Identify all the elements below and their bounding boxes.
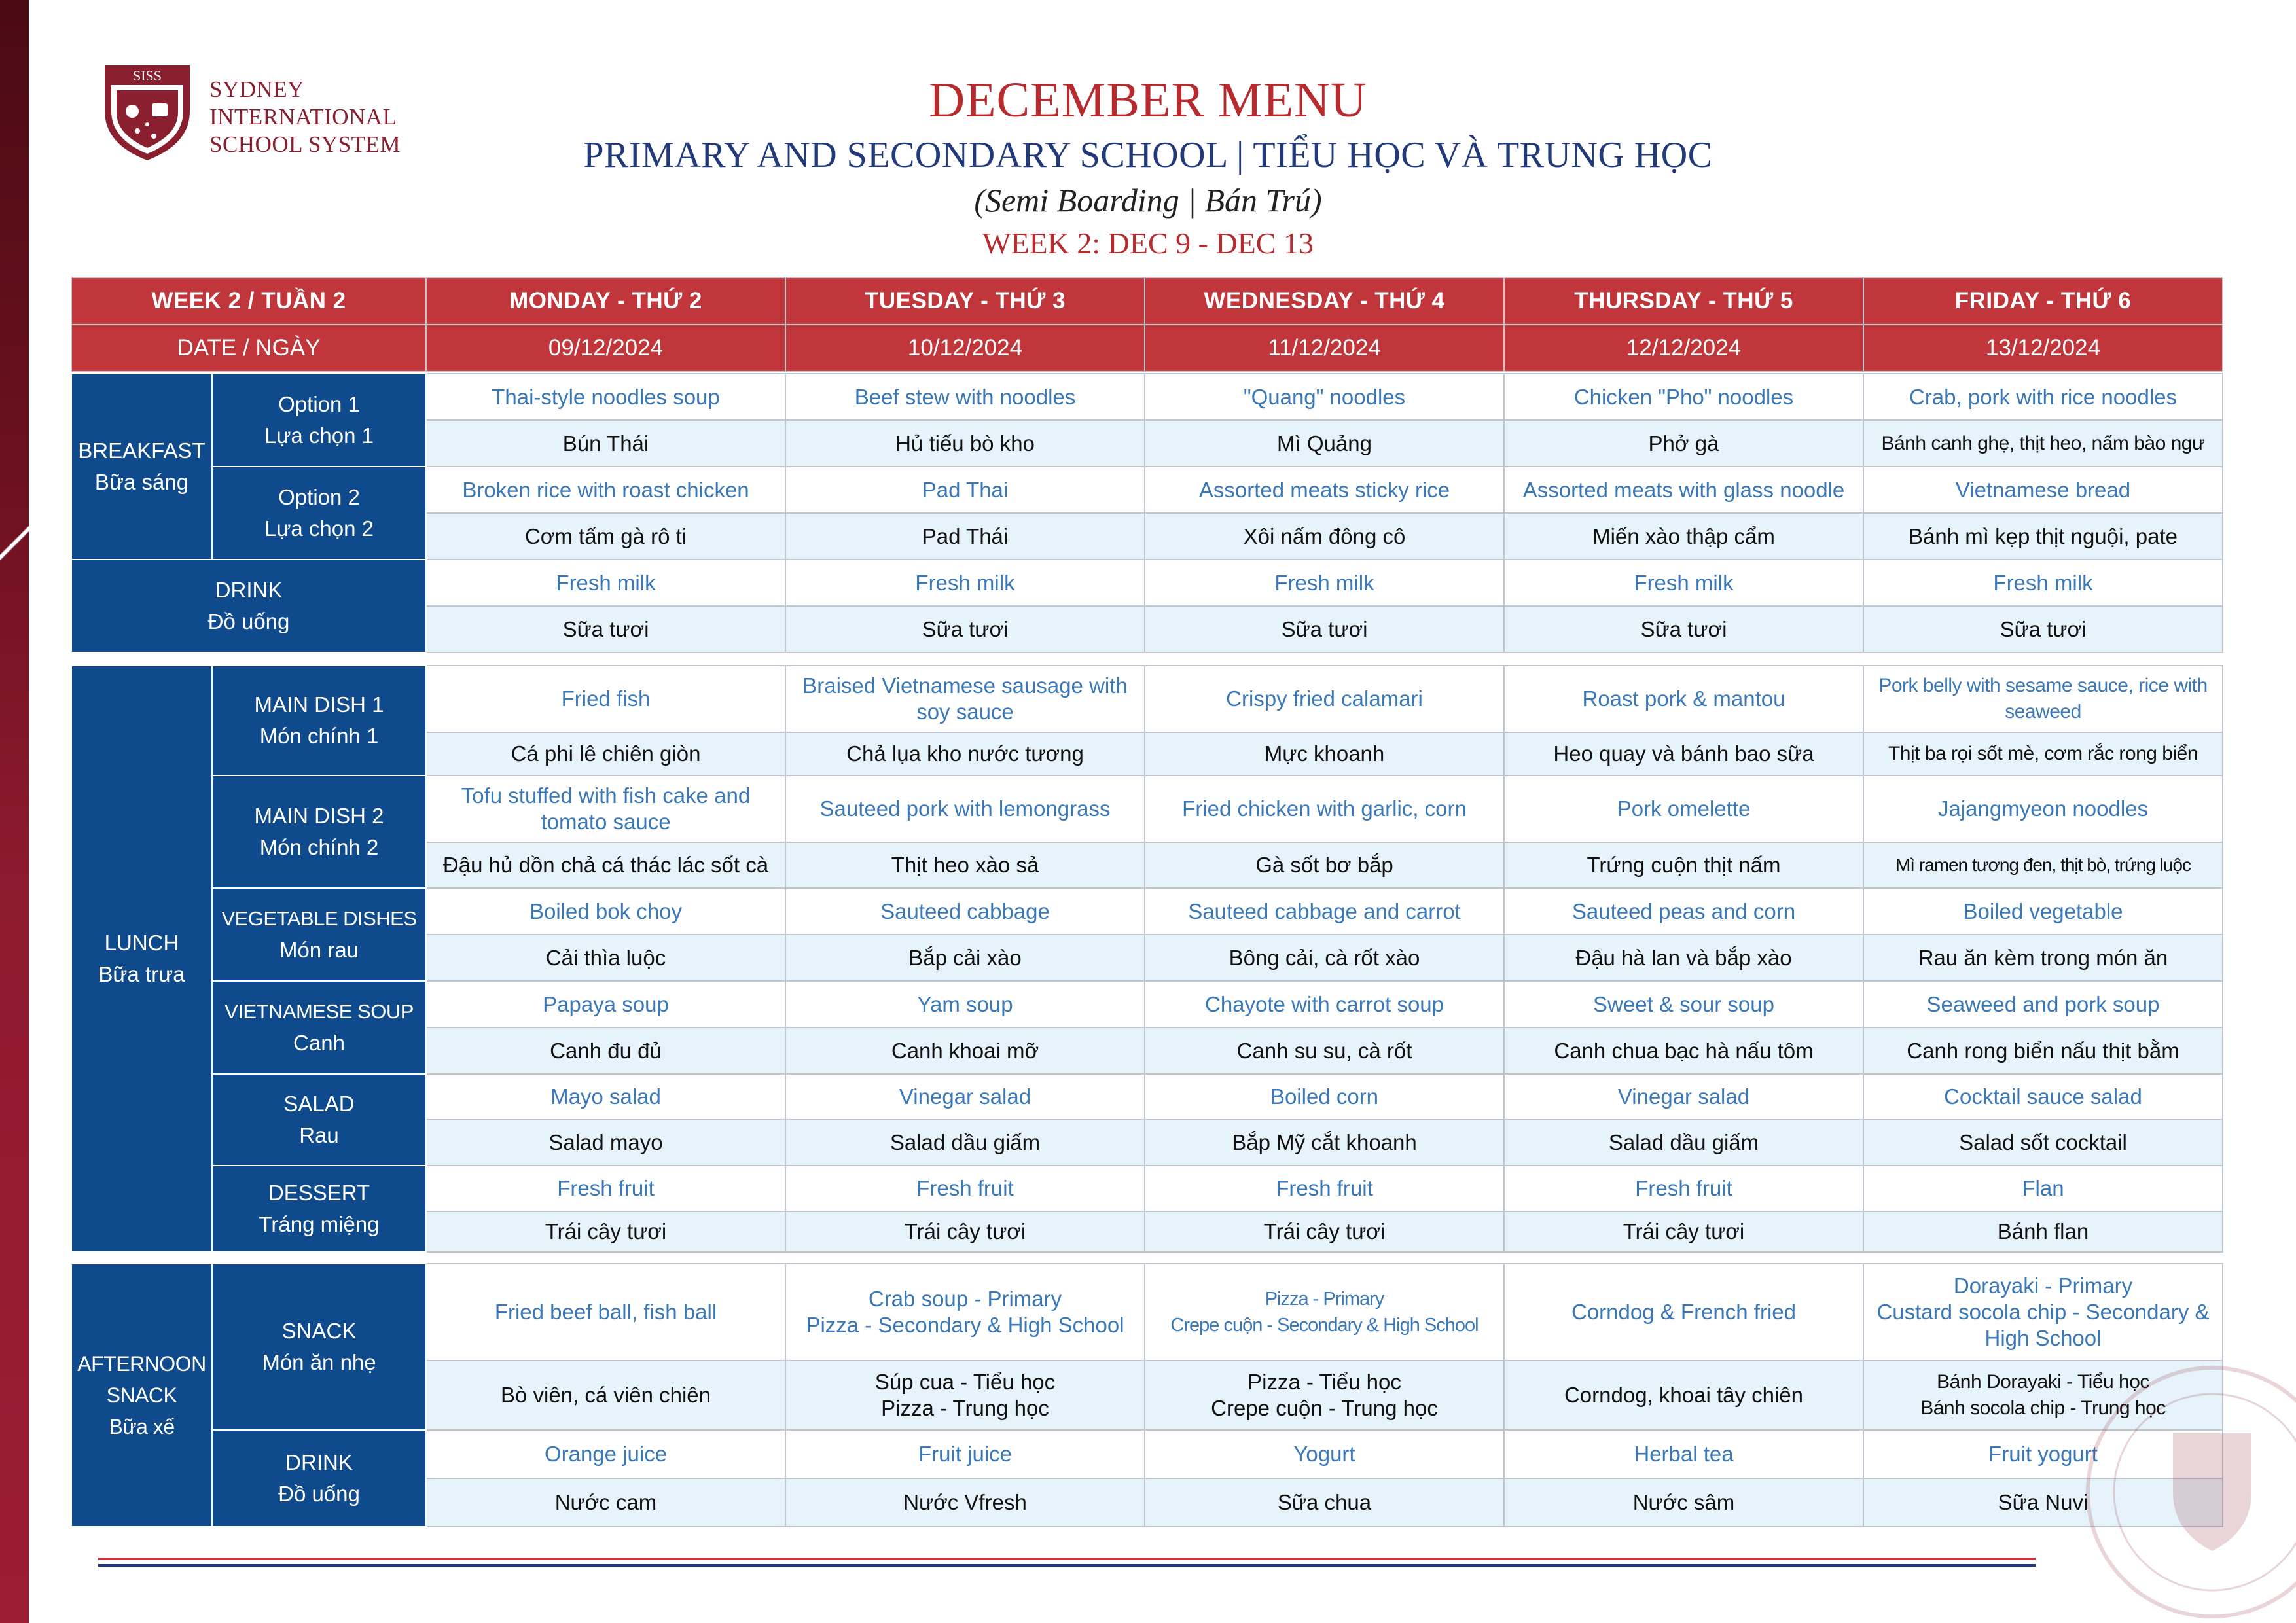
week-range: WEEK 2: DEC 9 - DEC 13 — [982, 226, 1314, 260]
dish-vn: Trái cây tươi — [426, 1211, 785, 1252]
dish-en: Cocktail sauce salad — [1863, 1074, 2223, 1120]
dish-en: Flan — [1863, 1166, 2223, 1211]
dish-vn: Phở gà — [1504, 420, 1863, 467]
dish-vn: Đậu hủ dồn chả cá thác lác sốt cà — [426, 842, 785, 888]
dish-en: Crab soup - Primary Pizza - Secondary & High School — [785, 1264, 1145, 1361]
dish-en: Yam soup — [785, 981, 1145, 1027]
table-row — [71, 888, 2223, 935]
day-date: 09/12/2024 — [426, 325, 785, 372]
dish-en: Beef stew with noodles — [785, 374, 1145, 420]
dish-en: Herbal tea — [1504, 1430, 1863, 1478]
page-title: DECEMBER MENU — [929, 73, 1367, 128]
dish-vn: Bún Thái — [426, 420, 785, 467]
day-name: THURSDAY - THỨ 5 — [1504, 277, 1863, 325]
day-date: 12/12/2024 — [1504, 325, 1863, 372]
dish-vn: Chả lụa kho nước tương — [785, 732, 1145, 776]
day-name: MONDAY - THỨ 2 — [426, 277, 785, 325]
dish-vn: Cá phi lê chiên giòn — [426, 732, 785, 776]
dish-en: Jajangmyeon noodles — [1863, 776, 2223, 842]
dish-en: Fresh fruit — [426, 1166, 785, 1211]
table-row — [71, 666, 2223, 732]
dish-en: Tofu stuffed with fish cake and tomato sauce — [426, 776, 785, 842]
dish-vn: Salad dầu giấm — [1504, 1120, 1863, 1166]
dish-en: Fresh milk — [1504, 560, 1863, 606]
dish-en: Assorted meats sticky rice — [1145, 467, 1504, 513]
dish-en: Fried chicken with garlic, corn — [1145, 776, 1504, 842]
dish-en: Chayote with carrot soup — [1145, 981, 1504, 1027]
afternoon-snack-table — [71, 1263, 2223, 1527]
dish-en: Vinegar salad — [1504, 1074, 1863, 1120]
main1-label: MAIN DISH 1 Món chính 1 — [212, 666, 426, 776]
dish-en: Papaya soup — [426, 981, 785, 1027]
school-name-line1: SYDNEY INTERNATIONAL — [209, 77, 397, 130]
dish-vn: Sữa chua — [1145, 1478, 1504, 1527]
dish-vn: Bánh flan — [1863, 1211, 2223, 1252]
dish-vn: Sữa Nuvi — [1863, 1478, 2223, 1527]
dish-vn: Heo quay và bánh bao sữa — [1504, 732, 1863, 776]
dish-vn: Pizza - Tiểu học Crepe cuộn - Trung học — [1145, 1361, 1504, 1430]
dish-vn: Mực khoanh — [1145, 732, 1504, 776]
table-row — [71, 1430, 2223, 1478]
dish-vn: Sữa tươi — [426, 606, 785, 652]
dish-en: Pork belly with sesame sauce, rice with seaweed — [1863, 666, 2223, 732]
dish-vn: Bắp cải xào — [785, 935, 1145, 981]
lunch-section-label: LUNCH Bữa trưa — [71, 666, 212, 1252]
vegetable-label: VEGETABLE DISHES Món rau — [212, 888, 426, 981]
dish-vn: Canh su su, cà rốt — [1145, 1027, 1504, 1074]
menu-header — [0, 69, 2296, 265]
dish-en: "Quang" noodles — [1145, 374, 1504, 420]
dish-vn: Salad mayo — [426, 1120, 785, 1166]
dish-vn: Bò viên, cá viên chiên — [426, 1361, 785, 1430]
dish-en: Fresh milk — [426, 560, 785, 606]
dish-en: Yogurt — [1145, 1430, 1504, 1478]
dish-en: Orange juice — [426, 1430, 785, 1478]
option2-label: Option 2 Lựa chọn 2 — [212, 467, 426, 560]
table-row — [71, 1166, 2223, 1211]
dish-vn: Bông cải, cà rốt xào — [1145, 935, 1504, 981]
dish-en: Braised Vietnamese sausage with soy sauce — [785, 666, 1145, 732]
day-name: WEDNESDAY - THỨ 4 — [1145, 277, 1504, 325]
dish-en: Fresh milk — [1863, 560, 2223, 606]
menu-header-table — [71, 277, 2223, 372]
dish-vn: Canh khoai mỡ — [785, 1027, 1145, 1074]
dish-vn: Bánh mì kẹp thịt nguội, pate — [1863, 513, 2223, 560]
dish-vn: Trái cây tươi — [1504, 1211, 1863, 1252]
dish-en: Crispy fried calamari — [1145, 666, 1504, 732]
snack-label: SNACK Món ăn nhẹ — [212, 1264, 426, 1430]
dish-en: Vietnamese bread — [1863, 467, 2223, 513]
dish-vn: Trái cây tươi — [785, 1211, 1145, 1252]
dish-en: Seaweed and pork soup — [1863, 981, 2223, 1027]
breakfast-table — [71, 373, 2223, 653]
dish-vn: Canh rong biển nấu thịt bằm — [1863, 1027, 2223, 1074]
footer-line-blue — [98, 1564, 2036, 1567]
dish-vn: Pad Thái — [785, 513, 1145, 560]
afternoon-drink-label: DRINK Đồ uống — [212, 1430, 426, 1527]
dish-vn: Miến xào thập cẩm — [1504, 513, 1863, 560]
table-row — [71, 467, 2223, 513]
salad-label: SALAD Rau — [212, 1074, 426, 1166]
dish-vn: Bánh canh ghẹ, thịt heo, nấm bào ngư — [1863, 420, 2223, 467]
page-subtitle: PRIMARY AND SECONDARY SCHOOL | TIỂU HỌC VÀ TRUNG HỌC — [583, 135, 1713, 175]
table-row — [71, 1074, 2223, 1120]
table-row — [71, 560, 2223, 606]
dish-en: Broken rice with roast chicken — [426, 467, 785, 513]
dish-vn: Bắp Mỹ cắt khoanh — [1145, 1120, 1504, 1166]
dish-en: Corndog & French fried — [1504, 1264, 1863, 1361]
option1-label: Option 1 Lựa chọn 1 — [212, 374, 426, 467]
left-accent-notch — [0, 524, 29, 563]
dish-en: Fruit yogurt — [1863, 1430, 2223, 1478]
day-date: 10/12/2024 — [785, 325, 1145, 372]
dish-en: Fresh milk — [1145, 560, 1504, 606]
day-name: TUESDAY - THỨ 3 — [785, 277, 1145, 325]
dish-vn: Súp cua - Tiểu học Pizza - Trung học — [785, 1361, 1145, 1430]
dish-en: Fried fish — [426, 666, 785, 732]
dish-en: Assorted meats with glass noodle — [1504, 467, 1863, 513]
dish-vn: Mì Quảng — [1145, 420, 1504, 467]
dish-en: Sauteed peas and corn — [1504, 888, 1863, 935]
dish-vn: Rau ăn kèm trong món ăn — [1863, 935, 2223, 981]
dish-en: Fried beef ball, fish ball — [426, 1264, 785, 1361]
page-subtitle-boarding: (Semi Boarding | Bán Trú) — [974, 182, 1322, 219]
dish-en: Fresh fruit — [1504, 1166, 1863, 1211]
dish-en: Thai-style noodles soup — [426, 374, 785, 420]
dish-vn: Cơm tấm gà rô ti — [426, 513, 785, 560]
dish-vn: Trái cây tươi — [1145, 1211, 1504, 1252]
day-header-row — [71, 277, 2223, 325]
day-date: 13/12/2024 — [1863, 325, 2223, 372]
dish-vn: Sữa tươi — [1863, 606, 2223, 652]
table-row — [71, 1264, 2223, 1361]
day-name: FRIDAY - THỨ 6 — [1863, 277, 2223, 325]
dish-en: Vinegar salad — [785, 1074, 1145, 1120]
dish-en: Fresh milk — [785, 560, 1145, 606]
dish-vn: Canh chua bạc hà nấu tôm — [1504, 1027, 1863, 1074]
dish-vn: Mì ramen tương đen, thịt bò, trứng luộc — [1863, 842, 2223, 888]
dish-vn: Sữa tươi — [785, 606, 1145, 652]
breakfast-section-label: BREAKFAST Bữa sáng — [71, 374, 212, 560]
dish-vn: Canh đu đủ — [426, 1027, 785, 1074]
day-date: 11/12/2024 — [1145, 325, 1504, 372]
date-row — [71, 325, 2223, 372]
dish-en: Crab, pork with rice noodles — [1863, 374, 2223, 420]
dish-en: Fresh fruit — [1145, 1166, 1504, 1211]
dish-en: Sauteed cabbage and carrot — [1145, 888, 1504, 935]
dish-vn: Salad sốt cocktail — [1863, 1120, 2223, 1166]
dish-en: Chicken "Pho" noodles — [1504, 374, 1863, 420]
dish-vn: Sữa tươi — [1504, 606, 1863, 652]
dish-vn: Sữa tươi — [1145, 606, 1504, 652]
dish-en: Boiled corn — [1145, 1074, 1504, 1120]
dish-en: Dorayaki - Primary Custard socola chip - Secondary & High School — [1863, 1264, 2223, 1361]
dish-vn: Gà sốt bơ bắp — [1145, 842, 1504, 888]
dish-en: Pork omelette — [1504, 776, 1863, 842]
lunch-table — [71, 665, 2223, 1253]
dish-en: Boiled vegetable — [1863, 888, 2223, 935]
dish-vn: Nước cam — [426, 1478, 785, 1527]
dish-en: Mayo salad — [426, 1074, 785, 1120]
watermark-seal-icon — [2081, 1361, 2296, 1623]
dish-vn: Xôi nấm đông cô — [1145, 513, 1504, 560]
dish-vn: Salad dầu giấm — [785, 1120, 1145, 1166]
dish-en: Fruit juice — [785, 1430, 1145, 1478]
dish-vn: Nước Vfresh — [785, 1478, 1145, 1527]
dish-vn: Corndog, khoai tây chiên — [1504, 1361, 1863, 1430]
footer-line-red — [98, 1558, 2036, 1560]
dish-vn: Thịt ba rọi sốt mè, cơm rắc rong biển — [1863, 732, 2223, 776]
dessert-label: DESSERT Tráng miệng — [212, 1166, 426, 1252]
table-row — [71, 981, 2223, 1027]
soup-label: VIETNAMESE SOUP Canh — [212, 981, 426, 1074]
dish-en: Roast pork & mantou — [1504, 666, 1863, 732]
table-row — [71, 374, 2223, 420]
dish-en: Sauteed pork with lemongrass — [785, 776, 1145, 842]
dish-en: Pad Thai — [785, 467, 1145, 513]
dish-en: Fresh fruit — [785, 1166, 1145, 1211]
dish-en: Sweet & sour soup — [1504, 981, 1863, 1027]
svg-text:SISS: SISS — [132, 67, 162, 84]
main2-label: MAIN DISH 2 Món chính 2 — [212, 776, 426, 888]
dish-en: Boiled bok choy — [426, 888, 785, 935]
dish-en: Sauteed cabbage — [785, 888, 1145, 935]
school-name-line2: SCHOOL SYSTEM — [209, 132, 401, 157]
dish-vn: Thịt heo xào sả — [785, 842, 1145, 888]
table-row — [71, 776, 2223, 842]
dish-vn: Đậu hà lan và bắp xào — [1504, 935, 1863, 981]
dish-vn: Cải thìa luộc — [426, 935, 785, 981]
breakfast-drink-label: DRINK Đồ uống — [71, 560, 426, 652]
dish-vn: Bánh Dorayaki - Tiểu học Bánh socola chip - Trung học — [1863, 1361, 2223, 1430]
dish-en: Pizza - Primary Crepe cuộn - Secondary & High School — [1145, 1264, 1504, 1361]
dish-vn: Trứng cuộn thịt nấm — [1504, 842, 1863, 888]
week-label: WEEK 2 / TUẦN 2 — [71, 277, 426, 325]
dish-vn: Nước sâm — [1504, 1478, 1863, 1527]
dish-vn: Hủ tiếu bò kho — [785, 420, 1145, 467]
date-label: DATE / NGÀY — [71, 325, 426, 372]
afternoon-section-label: AFTERNOON SNACK Bữa xế — [71, 1264, 212, 1527]
